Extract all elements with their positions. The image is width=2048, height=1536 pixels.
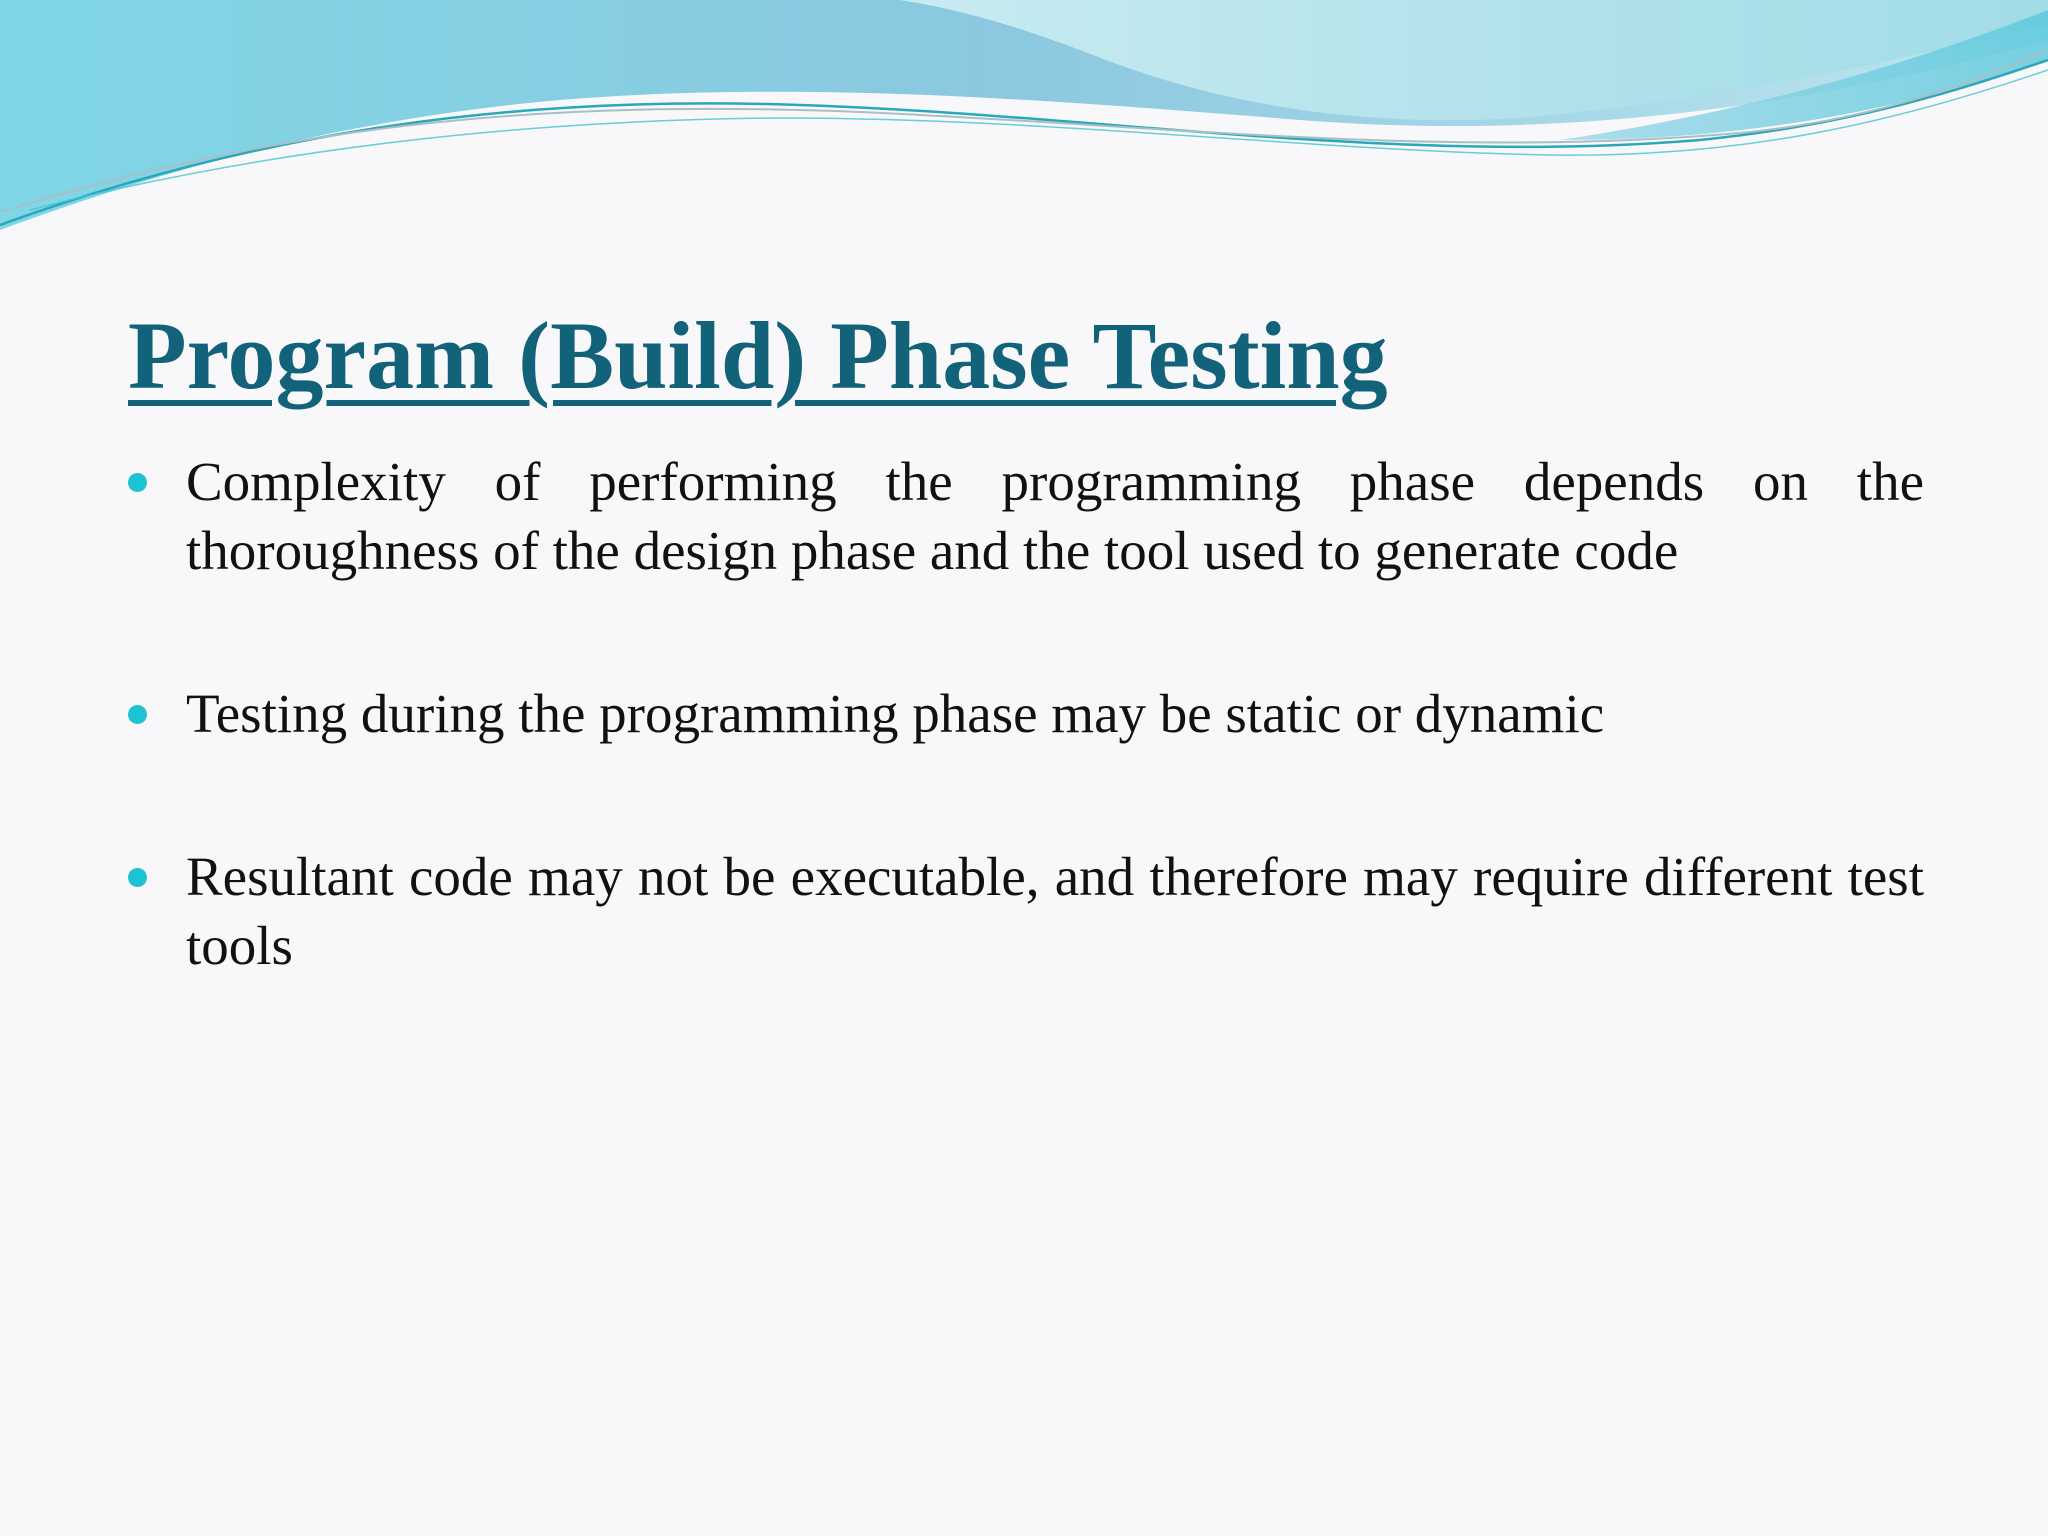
list-item [124, 842, 1924, 980]
bullet-dot-icon [128, 473, 147, 492]
bullet-dot-icon [128, 868, 147, 887]
wave-header-decoration [0, 0, 2048, 240]
slide-title: Program (Build) Phase Testing [128, 302, 1388, 409]
bullet-text: Resultant code may not be executable, and therefore may require different test tools [186, 846, 1924, 976]
bullet-list [124, 447, 1924, 1074]
bullet-text: Complexity of performing the programming phase depends on the thoroughness of the design phase and the tool used to generate code [186, 451, 1924, 581]
list-item [124, 679, 1924, 748]
bullet-dot-icon [128, 705, 147, 724]
bullet-text: Testing during the programming phase may be static or dynamic [186, 683, 1605, 744]
list-item [124, 447, 1924, 585]
